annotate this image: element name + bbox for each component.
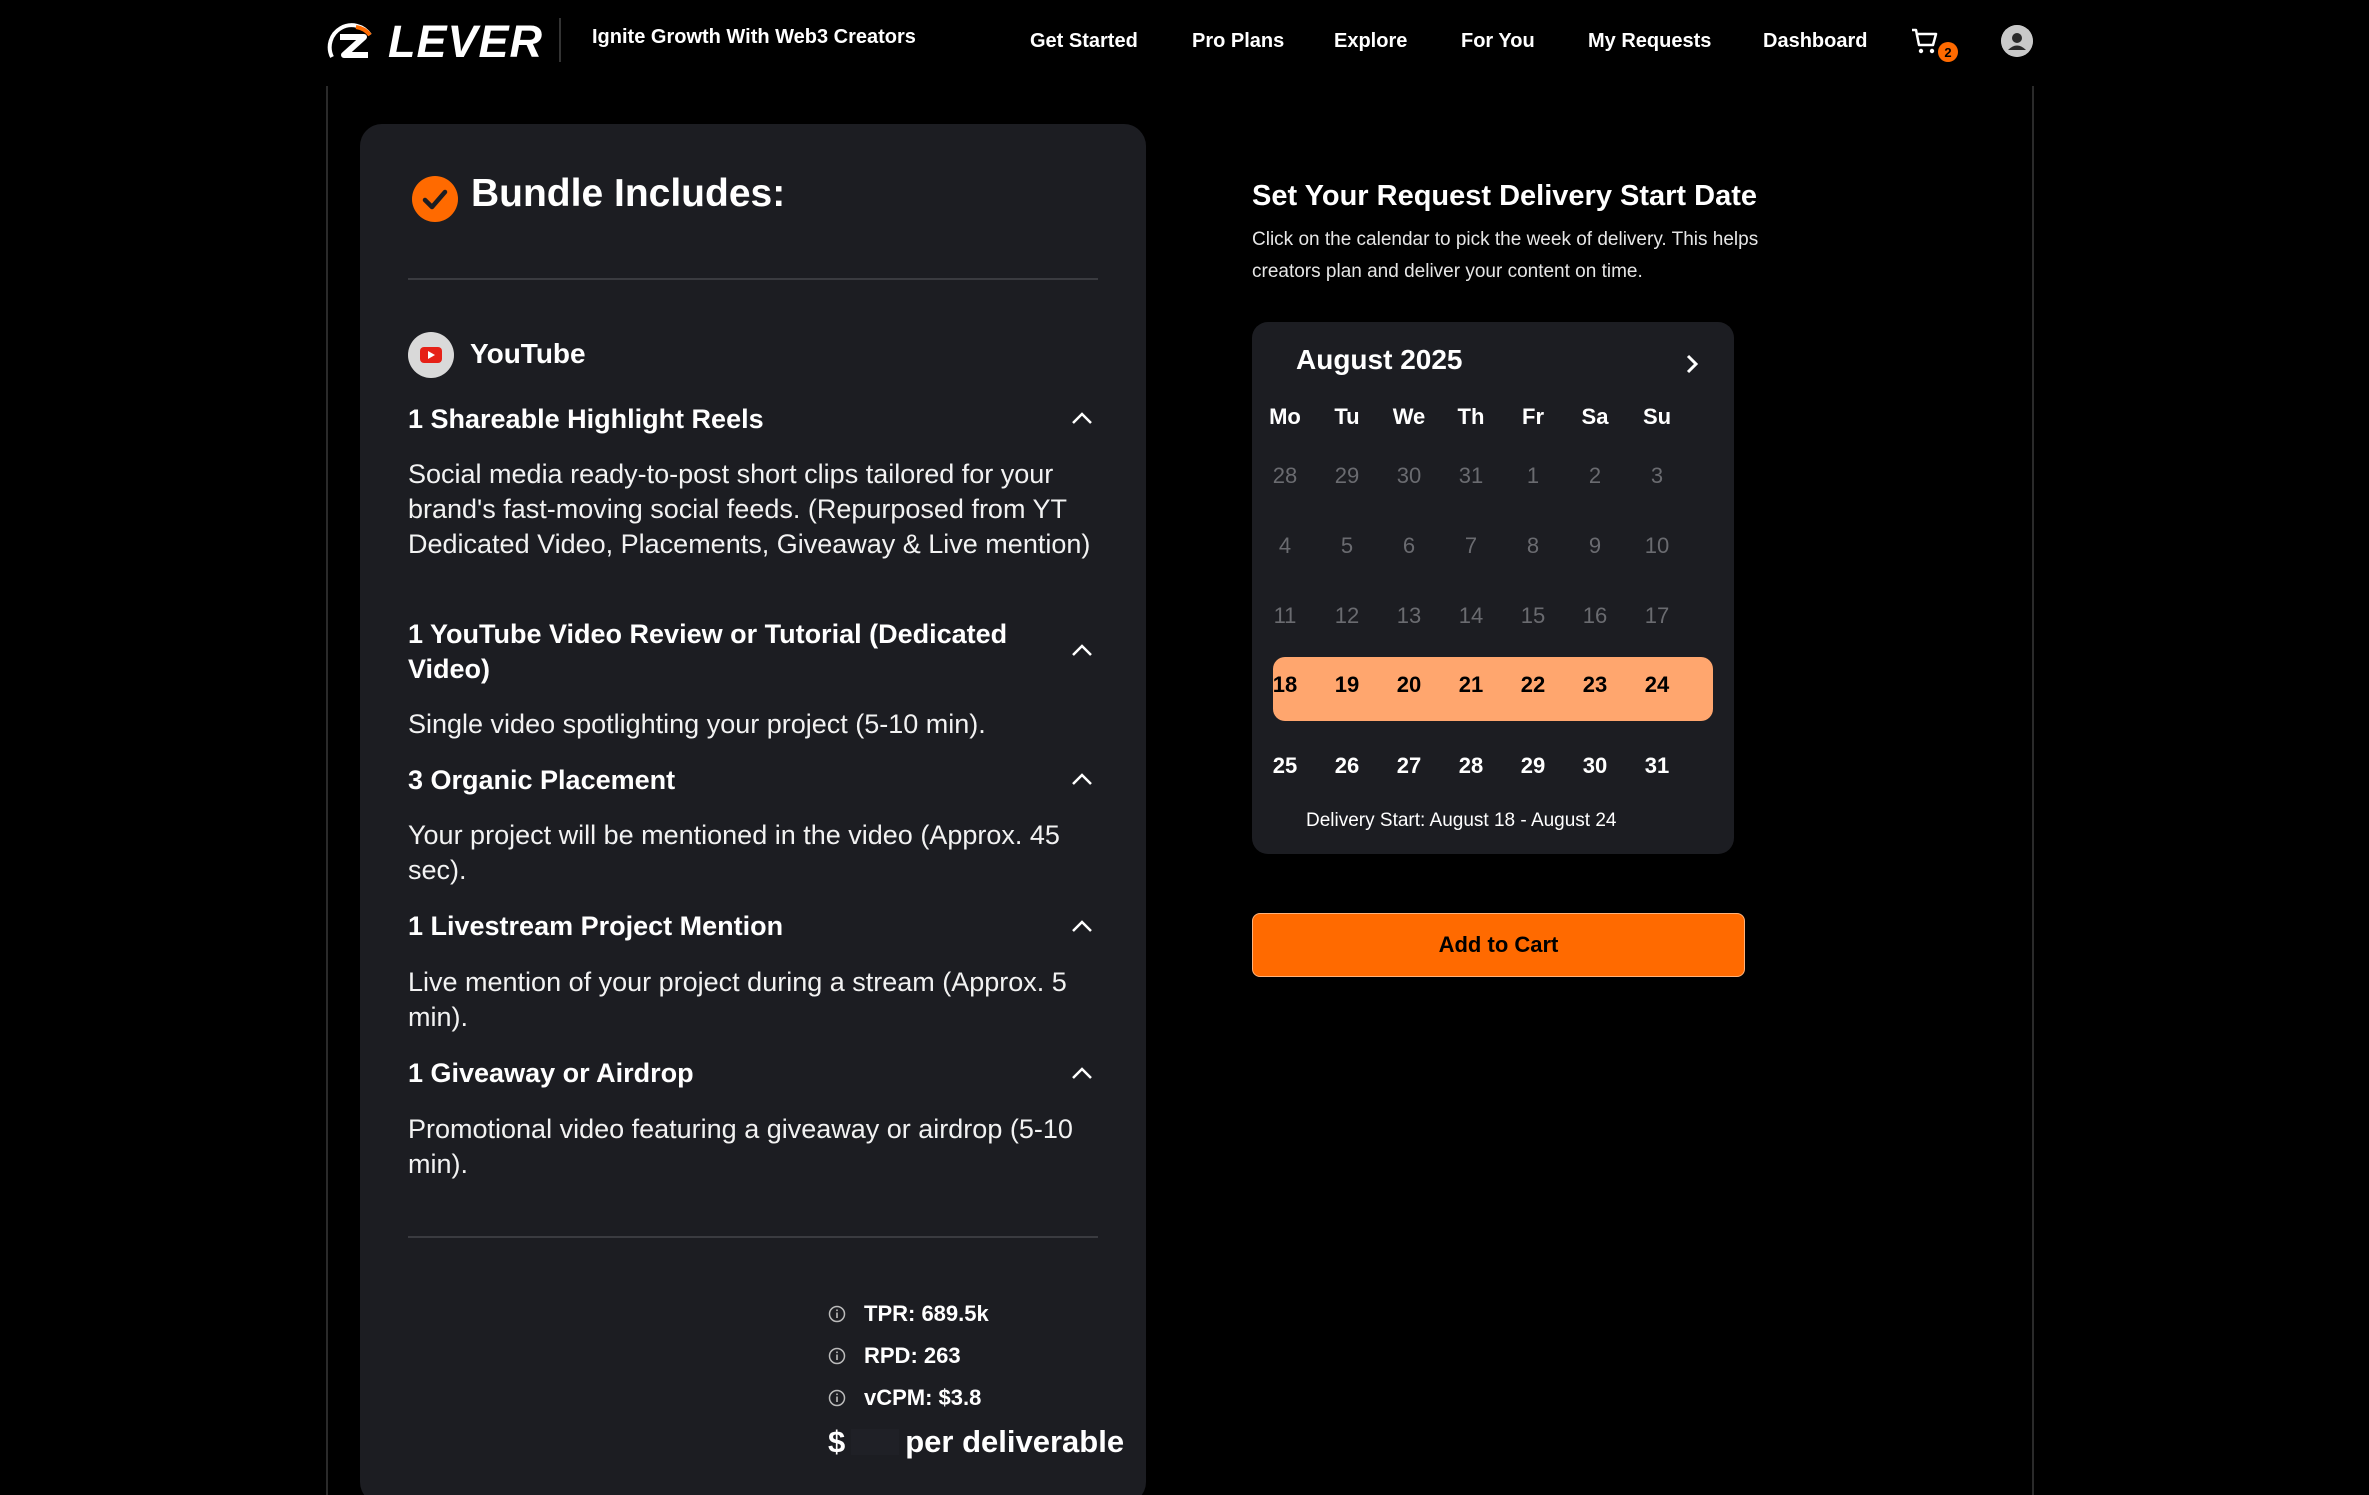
divider <box>408 1236 1098 1238</box>
weekday-label: Th <box>1457 404 1485 429</box>
item-title: 1 Shareable Highlight Reels <box>408 404 764 434</box>
calendar-day[interactable]: 28 <box>1458 753 1484 778</box>
price-value-placeholder <box>851 1429 899 1455</box>
divider <box>408 278 1098 280</box>
cart-count-badge: 2 <box>1938 42 1958 62</box>
avatar[interactable] <box>2001 25 2033 57</box>
stat-rpd <box>828 1343 961 1369</box>
logo-divider <box>559 18 561 62</box>
cart-button[interactable] <box>1910 26 1950 62</box>
calendar-day[interactable]: 8 <box>1526 533 1540 558</box>
delivery-description: Click on the calendar to pick the week of delivery. This helps creators plan and deliver your content on time. <box>1252 229 1759 282</box>
calendar-day[interactable]: 24 <box>1644 672 1670 697</box>
calendar-day[interactable]: 7 <box>1464 533 1478 558</box>
chevron-up-icon[interactable] <box>1070 771 1094 787</box>
chevron-right-icon[interactable] <box>1682 352 1702 376</box>
calendar-day[interactable]: 21 <box>1458 672 1484 697</box>
frame-line-right <box>2032 86 2034 1495</box>
info-icon[interactable] <box>828 1347 846 1365</box>
platform-label: YouTube <box>470 338 586 369</box>
chevron-up-icon[interactable] <box>1070 918 1094 934</box>
weekday-label: We <box>1392 404 1426 429</box>
calendar-month: August 2025 <box>1296 344 1463 375</box>
calendar-day[interactable]: 16 <box>1582 603 1608 628</box>
calendar-day[interactable]: 27 <box>1396 753 1422 778</box>
user-icon <box>2001 25 2033 57</box>
calendar-day[interactable]: 19 <box>1334 672 1360 697</box>
weekday-label: Fr <box>1522 404 1544 429</box>
stat-rpd-value: RPD: 263 <box>864 1343 961 1368</box>
bundle-title: Bundle Includes: <box>471 172 786 215</box>
youtube-icon <box>408 332 454 378</box>
item-desc: Your project will be mentioned in the video (Approx. 45 sec). <box>408 820 1060 885</box>
stat-vcpm <box>828 1385 981 1411</box>
calendar-day[interactable]: 5 <box>1340 533 1354 558</box>
weekday-label: Mo <box>1269 404 1301 429</box>
item-title: 1 Giveaway or Airdrop <box>408 1058 694 1088</box>
calendar-day[interactable]: 23 <box>1582 672 1608 697</box>
nav-dashboard[interactable]: Dashboard <box>1763 30 1868 52</box>
calendar-day[interactable]: 12 <box>1334 603 1360 628</box>
calendar-day[interactable]: 29 <box>1334 463 1360 488</box>
calendar-day[interactable]: 22 <box>1520 672 1546 697</box>
weekday-label: Su <box>1642 404 1672 429</box>
nav-my-requests[interactable]: My Requests <box>1588 30 1712 52</box>
price-suffix: per deliverable <box>905 1424 1125 1459</box>
delivery-start-label: Delivery Start: August 18 - August 24 <box>1306 810 1617 831</box>
calendar-day[interactable]: 13 <box>1396 603 1422 628</box>
item-desc: Social media ready-to-post short clips tailored for your brand's fast-moving social feeds. (Repurposed from YT Dedicated Video, Placements, Giveaway & Live mention) <box>408 459 1091 559</box>
calendar-day[interactable]: 4 <box>1278 533 1292 558</box>
chevron-up-icon[interactable] <box>1070 410 1094 426</box>
calendar-day[interactable]: 30 <box>1396 463 1422 488</box>
frame-line-left <box>326 86 328 1495</box>
check-circle-icon <box>412 176 458 222</box>
price-currency: $ <box>828 1424 846 1459</box>
calendar-day[interactable]: 2 <box>1588 463 1602 488</box>
calendar-day[interactable]: 6 <box>1402 533 1416 558</box>
calendar-day[interactable]: 28 <box>1272 463 1298 488</box>
item-title: 1 YouTube Video Review or Tutorial (Dedicated Video) <box>408 619 1008 684</box>
stat-vcpm-value: vCPM: $3.8 <box>864 1385 982 1410</box>
calendar-day[interactable]: 17 <box>1644 603 1670 628</box>
tagline: Ignite Growth With Web3 Creators <box>592 26 916 48</box>
calendar-day[interactable]: 11 <box>1273 603 1297 628</box>
item-desc: Promotional video featuring a giveaway or airdrop (5-10 min). <box>408 1114 1073 1179</box>
calendar-day[interactable]: 29 <box>1520 753 1546 778</box>
price <box>828 1424 1124 1460</box>
item-title: 1 Livestream Project Mention <box>408 911 784 941</box>
add-to-cart-button[interactable]: Add to Cart <box>1252 913 1745 977</box>
calendar-day[interactable]: 20 <box>1396 672 1422 697</box>
item-desc: Single video spotlighting your project (5-10 min). <box>408 709 986 739</box>
chevron-up-icon[interactable] <box>1070 642 1094 658</box>
calendar-day[interactable]: 31 <box>1644 753 1670 778</box>
calendar-day[interactable]: 30 <box>1582 753 1608 778</box>
weekday-label: Tu <box>1334 404 1360 429</box>
stat-tpr-value: TPR: 689.5k <box>864 1301 989 1326</box>
chevron-up-icon[interactable] <box>1070 1065 1094 1081</box>
logo[interactable] <box>326 16 543 66</box>
bundle-card <box>360 124 1146 1495</box>
calendar-day[interactable]: 25 <box>1272 753 1298 778</box>
calendar-day[interactable]: 31 <box>1458 463 1484 488</box>
item-desc: Live mention of your project during a stream (Approx. 5 min). <box>408 967 1067 1032</box>
nav-get-started[interactable]: Get Started <box>1030 30 1138 52</box>
calendar-day[interactable]: 3 <box>1650 463 1664 488</box>
logo-gauge-icon <box>326 21 384 61</box>
calendar-day[interactable]: 1 <box>1526 463 1540 488</box>
top-nav <box>0 0 2369 86</box>
nav-for-you[interactable]: For You <box>1461 30 1535 52</box>
calendar <box>1252 322 1734 854</box>
calendar-day[interactable]: 14 <box>1458 603 1484 628</box>
stat-tpr <box>828 1301 989 1327</box>
calendar-day[interactable]: 10 <box>1644 533 1670 558</box>
calendar-day[interactable]: 18 <box>1272 672 1298 697</box>
calendar-day[interactable]: 26 <box>1334 753 1360 778</box>
cart-icon <box>1910 26 1940 56</box>
nav-pro-plans[interactable]: Pro Plans <box>1192 30 1285 52</box>
calendar-day[interactable]: 15 <box>1520 603 1546 628</box>
weekday-label: Sa <box>1581 404 1609 429</box>
item-title: 3 Organic Placement <box>408 765 676 795</box>
delivery-title: Set Your Request Delivery Start Date <box>1252 180 1757 212</box>
info-icon[interactable] <box>828 1305 846 1323</box>
nav-explore[interactable]: Explore <box>1334 30 1408 52</box>
calendar-day[interactable]: 9 <box>1588 533 1602 558</box>
logo-text: LEVER <box>388 15 544 67</box>
info-icon[interactable] <box>828 1389 846 1407</box>
